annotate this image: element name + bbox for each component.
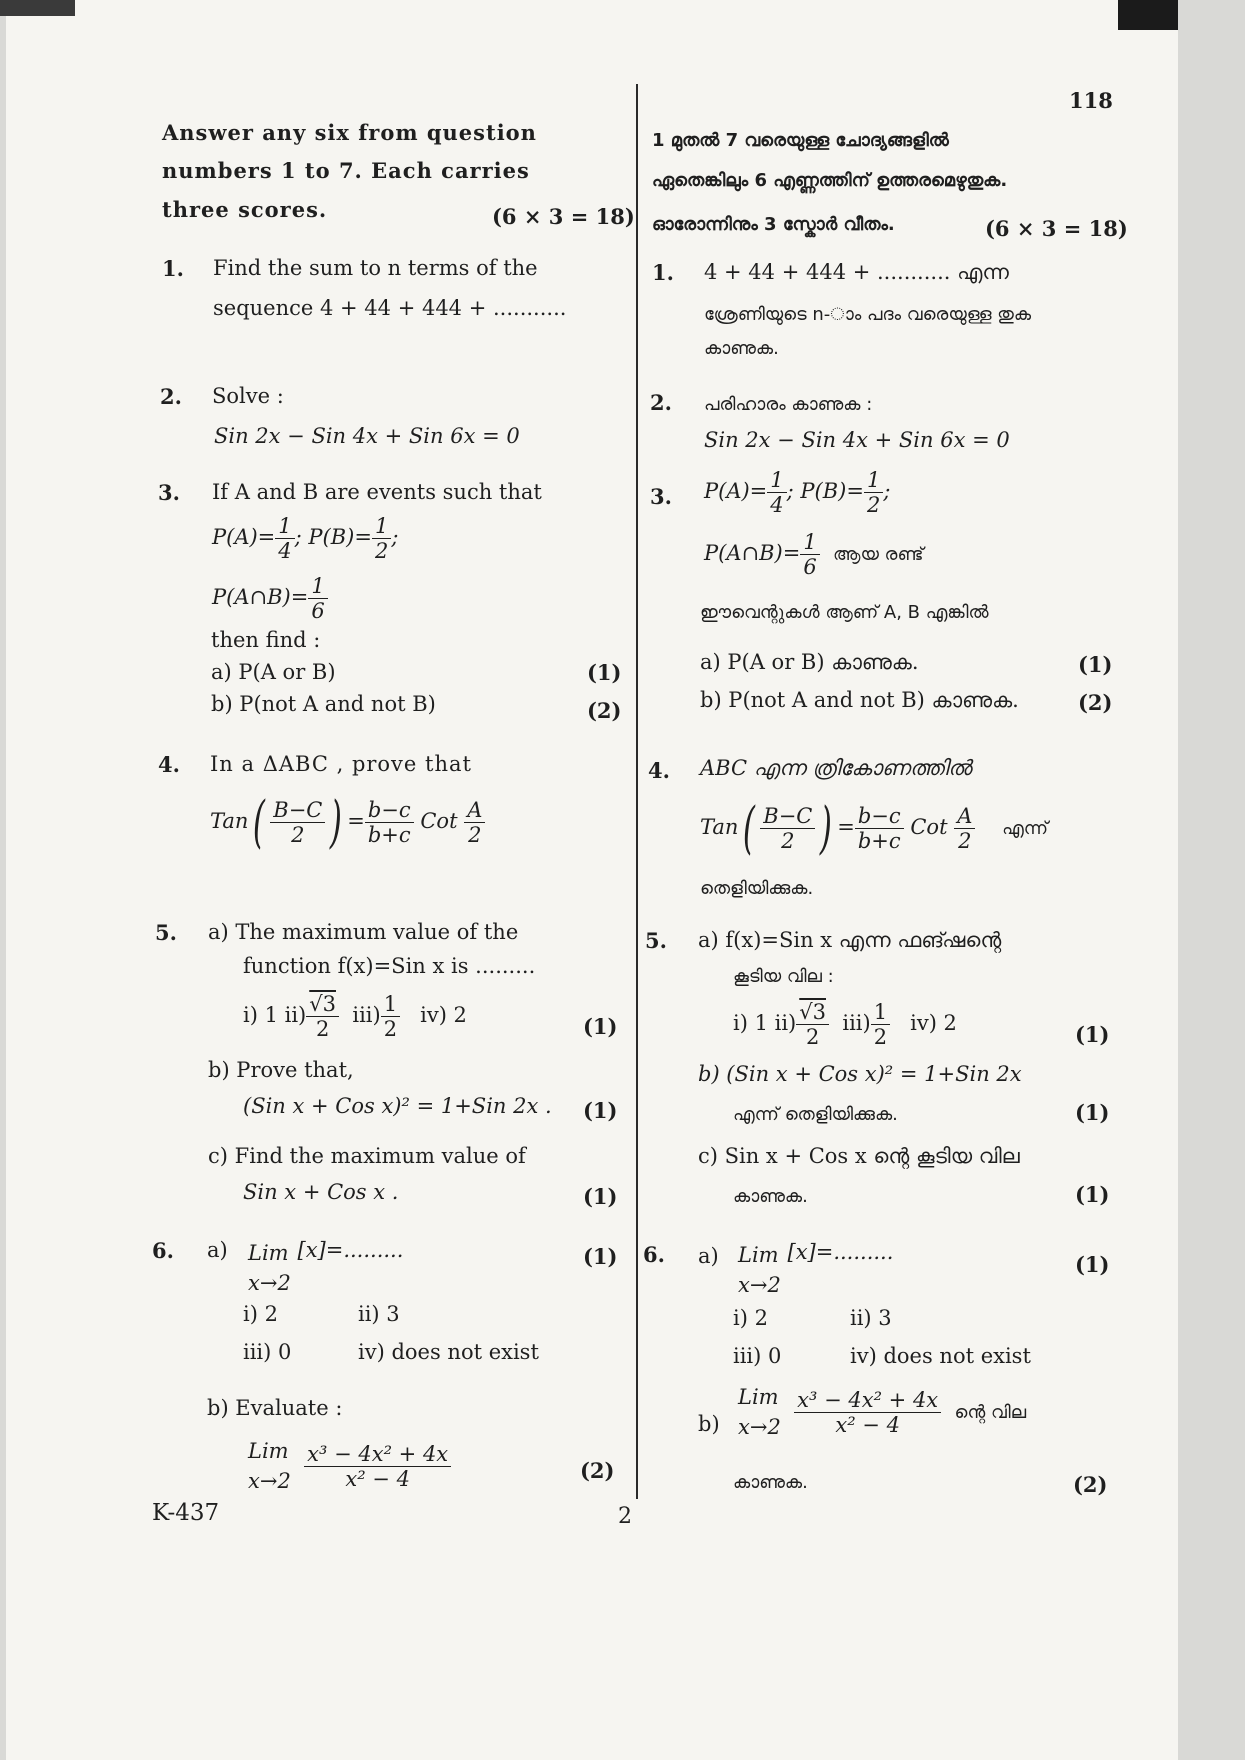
right-q6-a-marks: (1) [1075, 1252, 1110, 1277]
left-q3-number: 3. [158, 480, 180, 505]
right-instruction-3: ഓരോന്നിനും 3 സ്കോർ വീതം. [652, 214, 895, 235]
left-q5-b2: (Sin x + Cos x)² = 1+Sin 2x . [243, 1094, 552, 1118]
right-q3-probabilities: P(A)= $\frac{1}{4}$ ; P(B)= $\frac{1}{2}$ ; [704, 468, 891, 518]
right-q2-line1: പരിഹാരം കാണുക : [704, 394, 873, 415]
right-q1-number: 1. [652, 260, 674, 285]
right-q3-a: a) P(A or B) കാണുക. [700, 650, 919, 674]
left-q5-options: i) 1 ii) $\frac{√3}{2}$ iii) $\frac{1}{2}$ iv) 2 [243, 992, 467, 1042]
left-q3-probabilities: P(A)= $\frac{1}{4}$ ; P(B)= $\frac{1}{2}$ ; [212, 514, 399, 564]
right-q4-line1: ABC എന്ന ത്രികോണത്തിൽ [700, 756, 972, 780]
footer-page: 2 [618, 1504, 632, 1529]
left-q6-a-label: a) [207, 1238, 228, 1262]
right-q6-option-ii: ii) 3 [850, 1306, 892, 1330]
left-q6-b-expression: Lim x→2 $\frac{\text{x³ − 4x² + 4x}}{\text{x² − 4}}$ [248, 1436, 451, 1497]
right-q4-number: 4. [648, 758, 670, 783]
left-q2-line1: Solve : [212, 384, 284, 408]
left-q5-a1: a) The maximum value of the [208, 920, 519, 944]
left-q4-line1: In a ΔABC , prove that [210, 752, 472, 776]
page-number-top: 118 [1069, 88, 1113, 113]
right-q3-b: b) P(not A and not B) കാണുക. [700, 688, 1019, 712]
right-instruction-1: 1 മുതൽ 7 വരെയുള്ള ചോദ്യങ്ങളിൽ [652, 130, 949, 151]
right-instruction-2: ഏതെങ്കിലും 6 എണ്ണത്തിന് ഉത്തരമെഴുതുക. [652, 170, 1008, 191]
left-q6-option-iii: iii) 0 [243, 1340, 292, 1364]
right-q6-option-iv: iv) does not exist [850, 1344, 1031, 1368]
left-instruction-1: Answer any six from question [162, 120, 537, 145]
left-q5-a-marks: (1) [583, 1014, 618, 1039]
right-q5-b-marks: (1) [1075, 1100, 1110, 1125]
left-q6-option-iv: iv) does not exist [358, 1340, 539, 1364]
left-q3-line1: If A and B are events such that [212, 480, 542, 504]
left-q6-a-marks: (1) [583, 1244, 618, 1269]
left-q4-number: 4. [158, 752, 180, 777]
scan-edge-left [0, 0, 75, 16]
right-q5-a-marks: (1) [1075, 1022, 1110, 1047]
right-q3-b-marks: (2) [1078, 690, 1113, 715]
right-q3-number: 3. [650, 484, 672, 509]
right-q3-intersection: P(A∩B)= $\frac{1}{6}$ ആയ രണ്ട് [704, 530, 924, 580]
right-q5-c-marks: (1) [1075, 1182, 1110, 1207]
left-q3-intersection: P(A∩B)= $\frac{1}{6}$ [212, 574, 328, 623]
right-q1-line3: കാണുക. [704, 338, 779, 359]
right-q5-b2: എന്ന് തെളിയിക്കുക. [733, 1104, 898, 1125]
right-q5-b1: b) (Sin x + Cos x)² = 1+Sin 2x [698, 1062, 1022, 1086]
right-q1-line2: ശ്രേണിയുടെ n-ാം പദം വരെയുള്ള തുക [704, 304, 1031, 325]
left-q6-b: b) Evaluate : [207, 1396, 343, 1420]
left-q3-a-marks: (1) [587, 660, 622, 685]
left-q3-b: b) P(not A and not B) [211, 692, 436, 716]
right-q1-line1: 4 + 44 + 444 + ........... എന്ന [704, 260, 1009, 284]
right-q2-number: 2. [650, 390, 672, 415]
left-q6-b-marks: (2) [580, 1458, 615, 1483]
left-header-marks: (6 × 3 = 18) [492, 204, 635, 229]
right-q6-a-label: a) [698, 1244, 719, 1268]
left-q2-number: 2. [160, 384, 182, 409]
left-q6-option-i: i) 2 [243, 1302, 278, 1326]
left-q2-equation: Sin 2x − Sin 4x + Sin 6x = 0 [214, 424, 520, 448]
right-q5-c1: c) Sin x + Cos x ന്റെ കൂടിയ വില [698, 1144, 1020, 1168]
left-q5-c2: Sin x + Cos x . [243, 1180, 399, 1204]
right-q6-b-line2: കാണുക. [733, 1472, 808, 1493]
left-q6-number: 6. [152, 1238, 174, 1263]
left-instruction-2: numbers 1 to 7. Each carries [162, 158, 530, 183]
left-q1-line2: sequence 4 + 44 + 444 + ........... [213, 296, 567, 320]
left-q6-limit: Lim x→2 [x]=......... [248, 1238, 404, 1296]
scan-edge [1118, 0, 1178, 30]
left-q5-number: 5. [155, 920, 177, 945]
right-q6-b-marks: (2) [1073, 1472, 1108, 1497]
right-q6-option-iii: iii) 0 [733, 1344, 782, 1368]
left-q3-a: a) P(A or B) [211, 660, 336, 684]
left-q4-identity: Tan( $\frac{B-C}{2}$ ) = $\frac{b-c}{b+c}$ Cot $\frac{A}{2}$ [210, 790, 485, 855]
right-q3-a-marks: (1) [1078, 652, 1113, 677]
left-q6-option-ii: ii) 3 [358, 1302, 400, 1326]
right-q5-a1: a) f(x)=Sin x എന്ന ഫങ്ഷന്റെ [698, 928, 1002, 952]
left-q1-number: 1. [162, 256, 184, 281]
left-q5-c-marks: (1) [583, 1184, 618, 1209]
left-q5-a2: function f(x)=Sin x is ......... [243, 954, 536, 978]
right-q6-option-i: i) 2 [733, 1306, 768, 1330]
left-q1-line1: Find the sum to n terms of the [213, 256, 538, 280]
right-q3-line3: ഈവെന്റുകൾ ആണ് A, B എങ്കിൽ [700, 602, 989, 623]
left-q3-then: then find : [211, 628, 321, 652]
right-q6-b-label: b) [698, 1412, 720, 1436]
left-instruction-3: three scores. [162, 197, 328, 222]
right-q4-identity: Tan( $\frac{B-C}{2}$ ) = $\frac{b-c}{b+c}$ Cot $\frac{A}{2}$ എന്ന് [700, 796, 1049, 861]
left-q5-c1: c) Find the maximum value of [208, 1144, 526, 1168]
right-header-marks: (6 × 3 = 18) [985, 216, 1128, 241]
column-divider [636, 84, 638, 1499]
left-q5-b1: b) Prove that, [208, 1058, 354, 1082]
left-q3-b-marks: (2) [587, 698, 622, 723]
right-q6-b-expression: Lim x→2 $\frac{\text{x³ − 4x² + 4x}}{\text{x² − 4}}$ ന്റെ വില [738, 1385, 1027, 1440]
right-q5-options: i) 1 ii) $\frac{√3}{2}$ iii) $\frac{1}{2}$ iv) 2 [733, 1000, 957, 1050]
right-q5-c2: കാണുക. [733, 1186, 808, 1207]
footer-code: K-437 [152, 1500, 220, 1526]
right-q4-line3: തെളിയിക്കുക. [700, 878, 814, 899]
right-q6-limit: Lim x→2 [x]=......... [738, 1240, 894, 1298]
right-q2-equation: Sin 2x − Sin 4x + Sin 6x = 0 [704, 428, 1010, 452]
right-q5-a2: കൂടിയ വില : [733, 966, 834, 987]
left-q5-b-marks: (1) [583, 1098, 618, 1123]
right-q5-number: 5. [645, 928, 667, 953]
right-q6-number: 6. [643, 1242, 665, 1267]
